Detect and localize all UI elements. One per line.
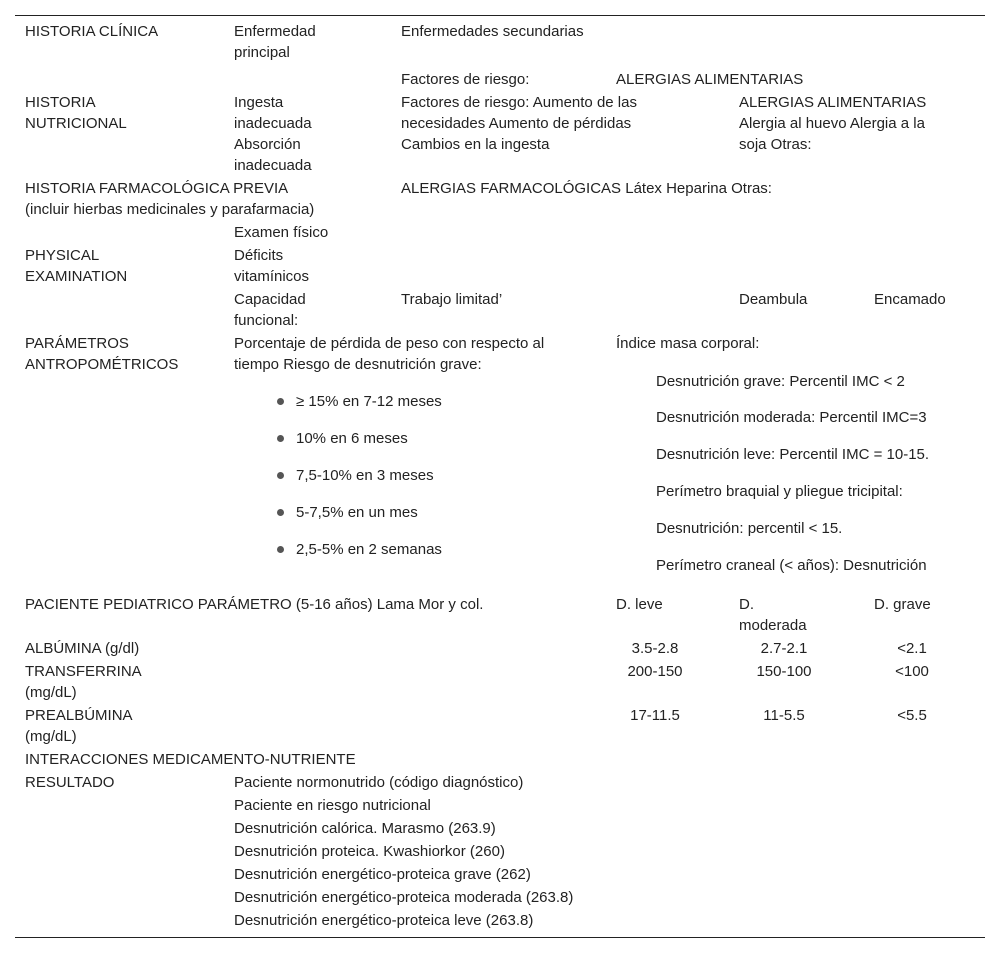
historia-farmacologica-line2: (incluir hierbas medicinales y parafarmacia) — [25, 201, 315, 218]
cell-moderada: 11-5.5 — [763, 707, 805, 724]
perdida-peso-line2: tiempo Riesgo de desnutrición grave: — [234, 356, 482, 373]
cell-moderada: 150-100 — [756, 663, 812, 680]
deficits-line1: Déficits — [234, 247, 284, 264]
enfermedad-principal-line2: principal — [234, 44, 290, 61]
alergias-nutricional-line2: Alergia al huevo Alergia a la — [739, 115, 925, 132]
absorcion-line2: inadecuada — [234, 157, 312, 174]
imc-item: Desnutrición moderada: Percentil IMC=3 — [656, 409, 927, 426]
table-top-rule — [15, 15, 985, 16]
bullet-item: ≥ 15% en 7-12 meses — [296, 393, 442, 410]
resultado-item: Paciente en riesgo nutricional — [234, 797, 431, 814]
cell-grave: <100 — [895, 663, 929, 680]
pediatrico-header: PACIENTE PEDIATRICO PARÁMETRO (5-16 años) Lama Mor y col. — [25, 596, 484, 613]
ingesta-line2: inadecuada — [234, 115, 312, 132]
alergias-nutricional-line3: soja Otras: — [739, 136, 812, 153]
imc-item: Desnutrición: percentil < 15. — [656, 520, 843, 537]
enfermedades-secundarias: Enfermedades secundarias — [401, 23, 584, 40]
factores-nutricional-line3: Cambios en la ingesta — [401, 136, 550, 153]
cell-leve: 17-11.5 — [630, 707, 680, 724]
cell-moderada: 2.7-2.1 — [760, 640, 808, 657]
trabajo-limitado: Trabajo limitad’ — [401, 291, 503, 308]
historia-nutricional-line2: NUTRICIONAL — [25, 115, 127, 132]
col-moderada-header-line2: moderada — [739, 617, 807, 634]
bullet-dot — [277, 398, 284, 405]
imc-item: Perímetro braquial y pliegue tricipital: — [656, 483, 903, 500]
resultado-item: Desnutrición energético-proteica leve (263.8) — [234, 912, 534, 929]
resultado-item: Desnutrición energético-proteica moderada (263.8) — [234, 889, 574, 906]
enfermedad-principal-line1: Enfermedad — [234, 23, 316, 40]
interacciones-label: INTERACCIONES MEDICAMENTO-NUTRIENTE — [25, 751, 356, 768]
imc-item: Desnutrición grave: Percentil IMC < 2 — [656, 373, 905, 390]
cell-grave: <5.5 — [897, 707, 927, 724]
resultado-item: Paciente normonutrido (código diagnóstico) — [234, 774, 524, 791]
row-label: TRANSFERRINA — [25, 663, 142, 680]
bullet-item: 7,5-10% en 3 meses — [296, 467, 434, 484]
col-moderada-header-line1: D. — [739, 596, 754, 613]
bullet-dot — [277, 435, 284, 442]
cell-leve: 200-150 — [627, 663, 683, 680]
antropometricos-line1: PARÁMETROS — [25, 335, 129, 352]
capacidad-line1: Capacidad — [234, 291, 306, 308]
col-grave-header: D. grave — [874, 596, 931, 613]
table-bottom-rule — [15, 937, 985, 938]
resultado-item: Desnutrición calórica. Marasmo (263.9) — [234, 820, 496, 837]
historia-clinica-label: HISTORIA CLÍNICA — [25, 23, 159, 40]
factores-nutricional-line2: necesidades Aumento de pérdidas — [401, 115, 632, 132]
examen-fisico: Examen físico — [234, 224, 329, 241]
resultado-item: Desnutrición proteica. Kwashiorkor (260) — [234, 843, 505, 860]
row-label: PREALBÚMINA — [25, 707, 133, 724]
perdida-peso-line1: Porcentaje de pérdida de peso con respecto al — [234, 335, 545, 352]
imc-title: Índice masa corporal: — [616, 335, 760, 352]
historia-farmacologica-line1: HISTORIA FARMACOLÓGICA PREVIA — [25, 180, 289, 197]
encamado: Encamado — [874, 291, 946, 308]
historia-nutricional-line1: HISTORIA — [25, 94, 96, 111]
deficits-line2: vitamínicos — [234, 268, 310, 285]
capacidad-line2: funcional: — [234, 312, 299, 329]
bullet-dot — [277, 509, 284, 516]
row-label: ALBÚMINA (g/dl) — [25, 640, 140, 657]
factores-riesgo: Factores de riesgo: — [401, 71, 530, 88]
imc-item: Perímetro craneal (< años): Desnutrición — [656, 557, 927, 574]
antropometricos-line2: ANTROPOMÉTRICOS — [25, 356, 179, 373]
cell-leve: 3.5-2.8 — [631, 640, 679, 657]
row-label-unit: (mg/dL) — [25, 684, 77, 701]
col-leve-header: D. leve — [616, 596, 663, 613]
bullet-item: 2,5-5% en 2 semanas — [296, 541, 442, 558]
resultado-label: RESULTADO — [25, 774, 115, 791]
absorcion-line1: Absorción — [234, 136, 301, 153]
factores-nutricional-line1: Factores de riesgo: Aumento de las — [401, 94, 637, 111]
physical-examination-line2: EXAMINATION — [25, 268, 128, 285]
alergias-farmacologicas: ALERGIAS FARMACOLÓGICAS Látex Heparina Otras: — [401, 180, 772, 197]
physical-examination-line1: PHYSICAL — [25, 247, 100, 264]
alergias-alimentarias: ALERGIAS ALIMENTARIAS — [616, 71, 804, 88]
cell-grave: <2.1 — [897, 640, 927, 657]
deambula: Deambula — [739, 291, 808, 308]
ingesta-line1: Ingesta — [234, 94, 284, 111]
bullet-dot — [277, 546, 284, 553]
bullet-dot — [277, 472, 284, 479]
alergias-nutricional-line1: ALERGIAS ALIMENTARIAS — [739, 94, 927, 111]
bullet-item: 5-7,5% en un mes — [296, 504, 418, 521]
resultado-item: Desnutrición energético-proteica grave (262) — [234, 866, 531, 883]
imc-item: Desnutrición leve: Percentil IMC = 10-15. — [656, 446, 930, 463]
bullet-item: 10% en 6 meses — [296, 430, 408, 447]
row-label-unit: (mg/dL) — [25, 728, 77, 745]
